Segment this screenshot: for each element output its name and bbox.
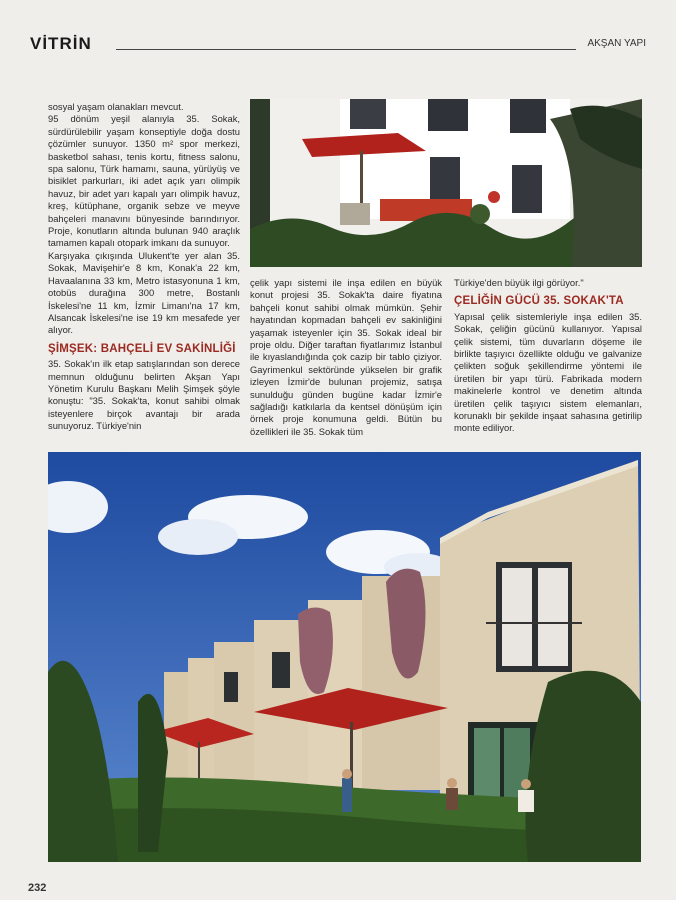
paragraph: 35. Sokak'ın ilk etap satışlarından son derece memnun olduğunu belirten Akşan Yapı Yönetim Kurulu Başkanı Melih Şimşek şöyle konuştu: "35. Sokak'ta, konut sahibi olmak isteyenlere birçok avantajı bir arada sunuyoruz. Türkiye'nin <box>48 358 240 432</box>
terrace-photo <box>250 99 642 267</box>
section-heading-celik: ÇELİĞİN GÜCÜ 35. SOKAK'TA <box>454 295 624 308</box>
page-header <box>30 34 646 54</box>
paragraph: sosyal yaşam olanakları mevcut. <box>48 101 184 112</box>
header-rule <box>116 49 576 50</box>
paragraph: Karşıyaka çıkışında Ulukent'te yer alan 35. Sokak, Mavişehir'e 8 km, Konak'a 22 km, Havaalanına 33 km, Metro istasyonuna 1 km, otobüs durağına 300 metre, Bostanlı İskelesi'ne 11 km, İzmir Limanı'na 17 km, Alsancak İskelesi'ne ise 19 km mesafede yer alıyor. <box>48 249 240 336</box>
text-column-2 <box>250 277 442 438</box>
paragraph: 95 dönüm yeşil alanıyla 35. Sokak, sürdürülebilir yaşam konseptiyle doğa dostu çözümler sunuyor. 1350 m² spor merkezi, basketbol sahası, tenis kortu, fitness salonu, spa salonu, Türk hamamı, sauna, yürüyüş ve bisiklet parkurları, iki adet açık yarı olimpik havuz, bir adet yarı kapalı yarı olimpik havuz, kreş, kütüphane, organik sebze ve meyve bahçeleri manavını bünyesinde barındırıyor. Proje, konutların altında bulunan 940 araçlık tamamen kapalı otopark imkanı da sunuyor. <box>48 113 240 249</box>
text-column-3 <box>454 277 642 435</box>
paragraph: Yapısal çelik sistemleriyle inşa edilen 35. Sokak, çeliğin gücünü kullanıyor. Yapısal çelik sistemi, tüm duvarların döşeme ile birlikte taşıyıcı özellikte olduğu ve galvanize çelikten soğuk şekillendirme yöntemi ile üretilen bir yapı türü. Fabrikada modern makinelerle kontrol ve denetim altında üretilen çelik taşıyıcı sistem elemanları, korunaklı bir şekilde inşaat sahasına getirilip monte ediliyor. <box>454 310 642 434</box>
paragraph: çelik yapı sistemi ile inşa edilen en büyük konut projesi 35. Sokak'ta daire fiyatına bahçeli konut sahibi olmak mümkün. Şehir hayatından kopmadan bahçeli ev sakinliğini yaşamak isteyenler için 35. Sokak ideal bir proje oldu. Diğer taraftan fiyatlarımız İstanbul ile kıyaslandığında çok cazip bir tablo çiziyor. Gayrimenkul sektöründe yükselen bir grafik izleyen İzmir'de bulunan projemiz, satışa sunulduğu günden bugüne kadar İzmir'e sağladığı katkılarla da kentsel dönüşüm için örnek proje konumuna geldi. Bütün bu özellikleri ile 35. Sokak tüm <box>250 277 442 437</box>
text-column-1 <box>48 101 240 433</box>
townhouse-photo <box>48 452 641 862</box>
page-number: 232 <box>28 882 47 894</box>
paragraph: Türkiye'den büyük ilgi görüyor." <box>454 277 584 288</box>
brand-name: AKŞAN YAPI <box>587 38 646 49</box>
section-heading-simsek: ŞİMŞEK: BAHÇELİ EV SAKİNLİĞİ <box>48 342 236 355</box>
section-title: VİTRİN <box>30 34 92 53</box>
